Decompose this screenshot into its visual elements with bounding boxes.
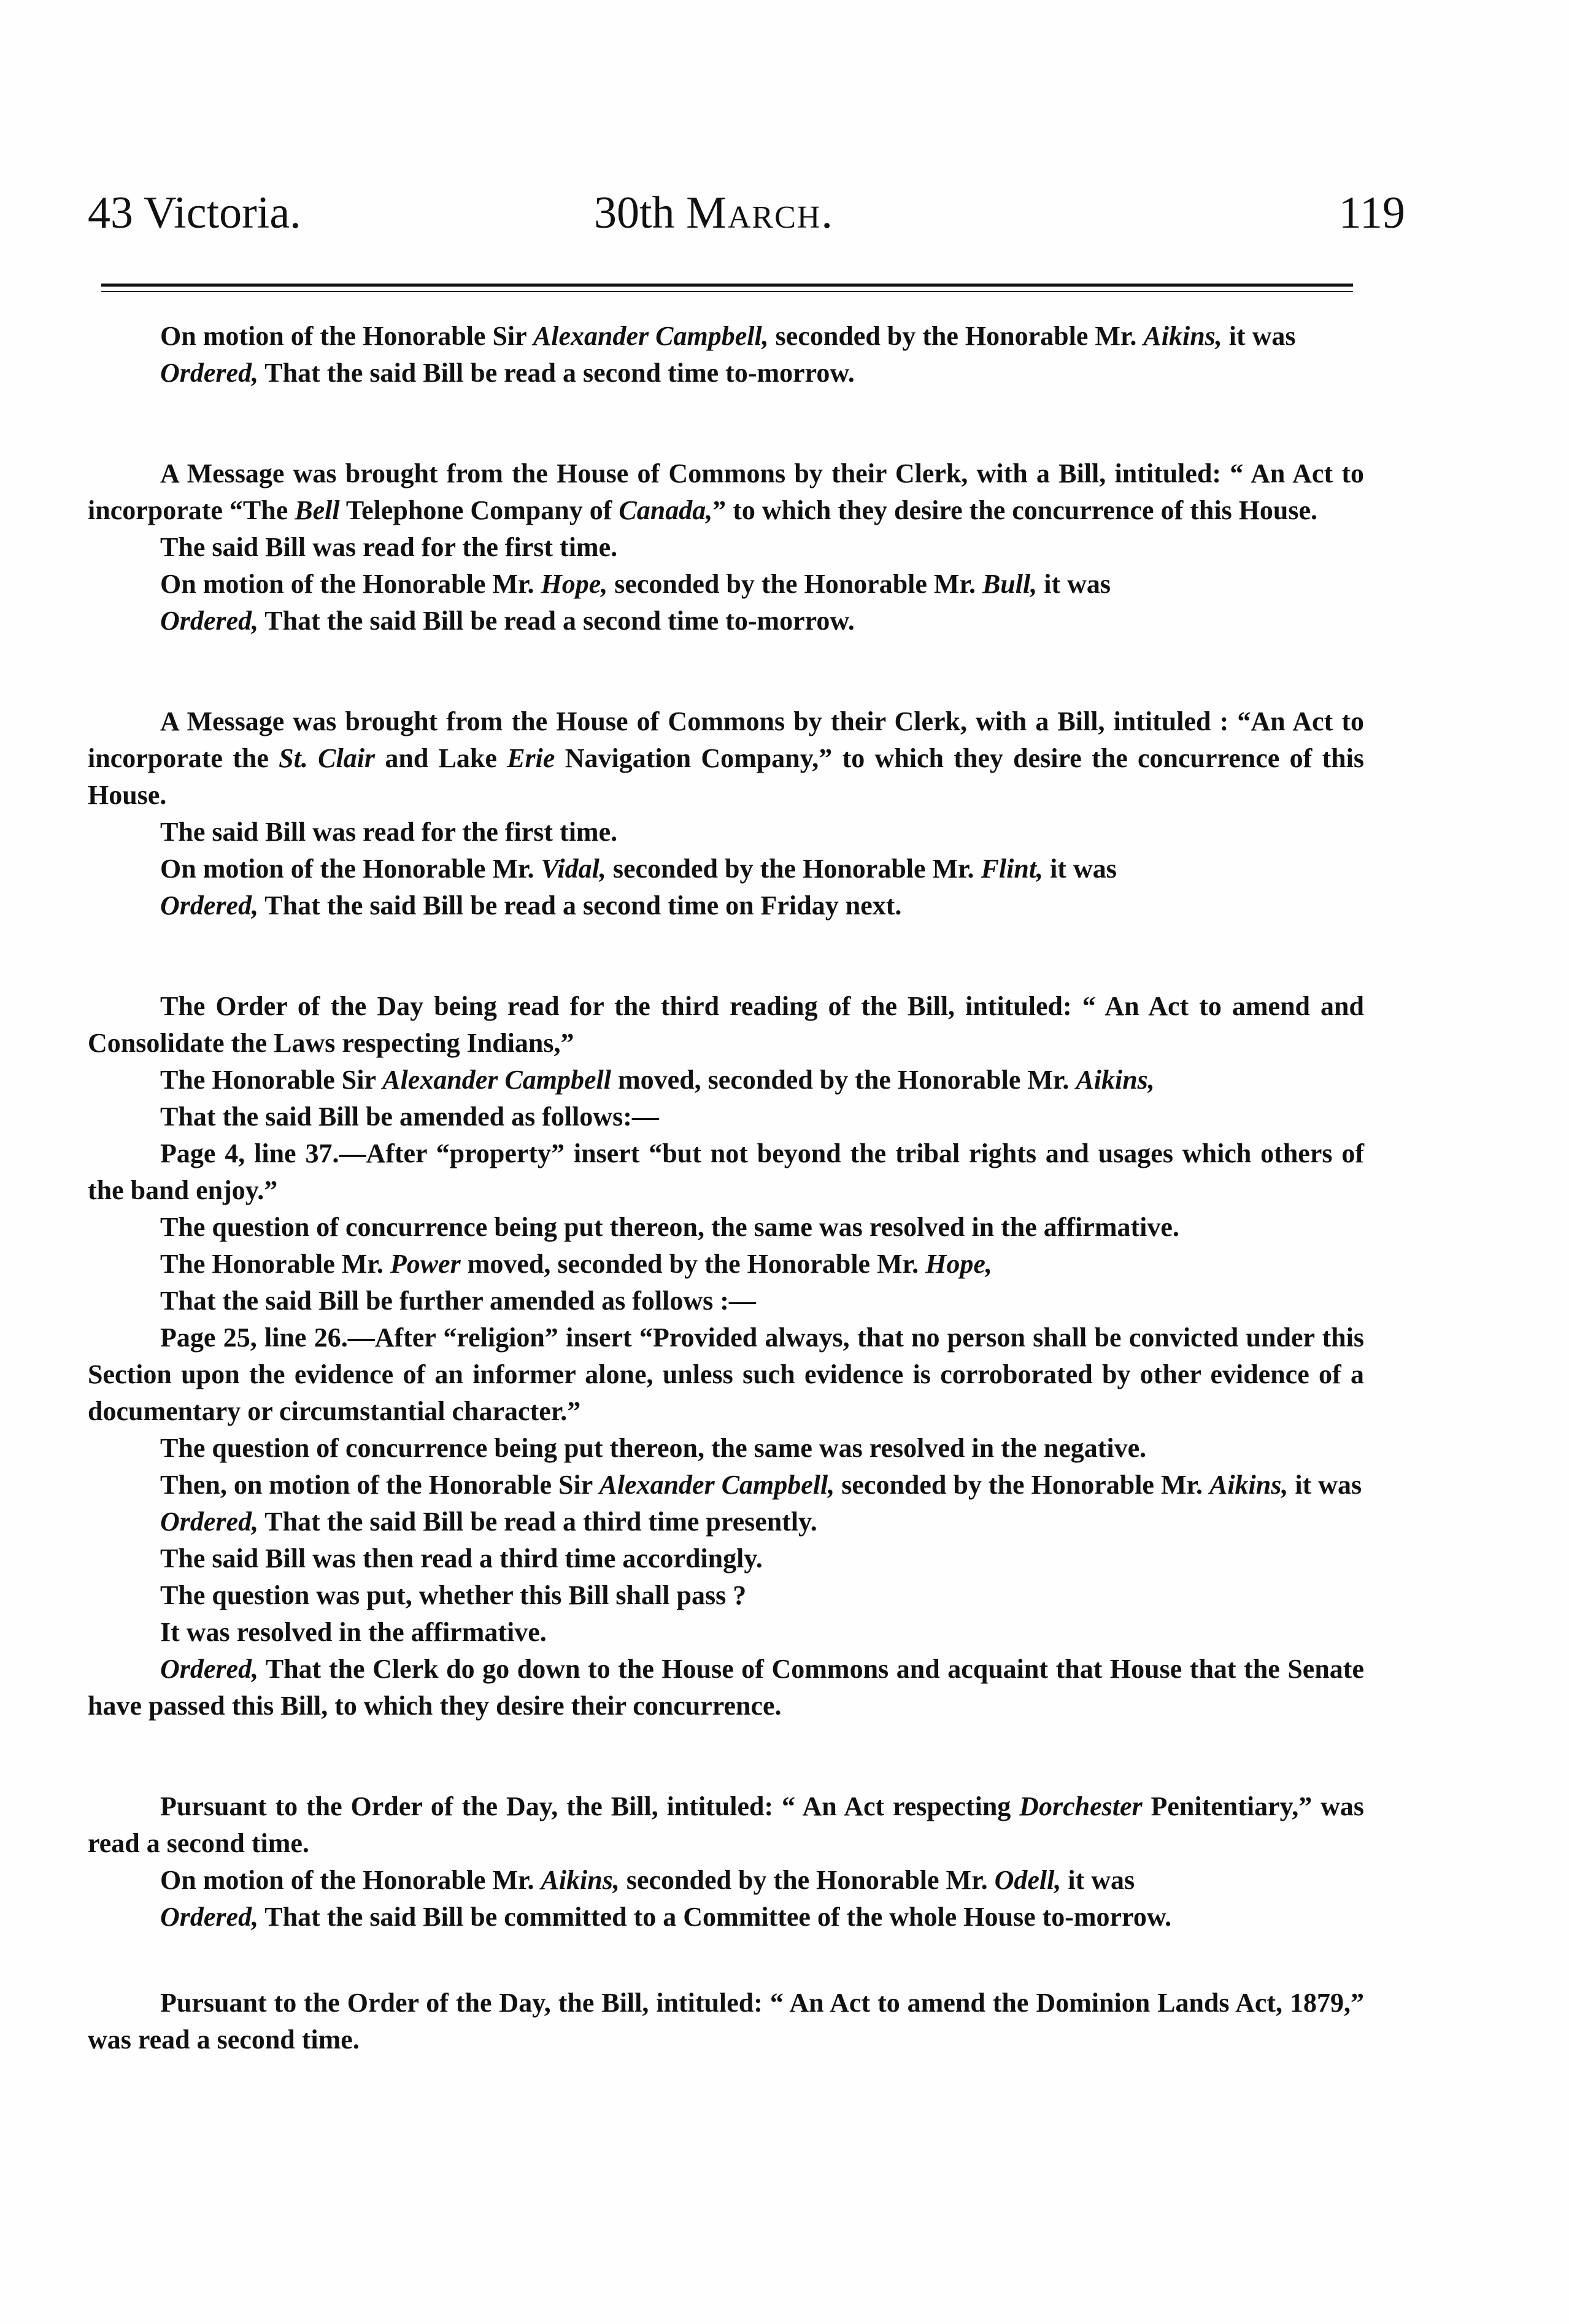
paragraph: [88, 1614, 1364, 1651]
text-run: Penitentiary,” was read a second time.: [88, 1791, 1364, 1858]
text-run: The said Bill was read for the first time.: [160, 817, 618, 847]
text-run: The question of concurrence being put thereon, the same was resolved in the negative.: [160, 1433, 1147, 1463]
italic-run: Ordered,: [160, 890, 259, 921]
paragraph: [88, 1062, 1364, 1098]
minute-entry: [88, 988, 1364, 1724]
text-run: That the said Bill be amended as follows:—: [160, 1102, 659, 1132]
paragraph: [88, 1504, 1364, 1540]
text-run: Pursuant to the Order of the Day, the Bill, intituled: “ An Act respecting: [160, 1791, 1020, 1821]
text-run: Pursuant to the Order of the Day, the Bill, intituled: “ An Act to amend the Dominion Lands Act, 1879,” was read a second time.: [88, 1988, 1364, 2055]
paragraph: [88, 988, 1364, 1062]
italic-run: Odell,: [994, 1865, 1062, 1895]
text-run: On motion of the Honorable Mr.: [160, 854, 541, 884]
text-run: seconded by the Honorable Mr.: [835, 1470, 1209, 1500]
text-run: Then, on motion of the Honorable Sir: [160, 1470, 599, 1500]
paragraph: [88, 566, 1364, 603]
running-header: [88, 179, 1405, 247]
italic-run: Bull,: [982, 569, 1038, 599]
paragraph: [88, 1985, 1364, 2058]
italic-run: Alexander Campbell: [382, 1065, 612, 1095]
paragraph: [88, 355, 1364, 392]
italic-run: Aikins,: [1143, 321, 1222, 351]
paragraph: [88, 318, 1364, 355]
paragraph: [88, 1209, 1364, 1246]
text-run: Page 4, line 37.—After “property” insert “but not beyond the tribal rights and usages which others of the band enjoy.”: [88, 1138, 1364, 1205]
paragraph: [88, 1135, 1364, 1209]
section-gap: [88, 924, 1364, 988]
paragraph: [88, 851, 1364, 887]
italic-run: Bell: [295, 495, 340, 525]
text-run: seconded by the Honorable Mr.: [607, 569, 982, 599]
page-date: 30th March.: [594, 188, 834, 238]
text-run: The said Bill was read for the first time.: [160, 532, 618, 562]
text-run: it was: [1288, 1470, 1362, 1500]
text-run: It was resolved in the affirmative.: [160, 1617, 547, 1647]
header-rule-thin: [101, 291, 1353, 292]
text-run: A Message was brought from the House of Commons by their Clerk, with a Bill, intituled : “An Act to incorporate the: [88, 706, 1364, 773]
text-run: On motion of the Honorable Sir: [160, 321, 533, 351]
paragraph: [88, 1899, 1364, 1936]
italic-run: St. Clair: [279, 743, 376, 773]
text-run: moved, seconded by the Honorable Mr.: [611, 1065, 1076, 1095]
session-label: 43 Victoria.: [88, 188, 301, 238]
text-run: A Message was brought from the House of Commons by their Clerk, with a Bill, intituled: “ An Act to incorporate “The: [88, 458, 1364, 525]
section-gap: [88, 1724, 1364, 1788]
paragraph: [88, 1540, 1364, 1577]
paragraph: [88, 1098, 1364, 1135]
text-run: That the said Bill be read a second time on Friday next.: [258, 890, 902, 921]
paragraph: [88, 603, 1364, 639]
italic-run: Ordered,: [160, 1902, 259, 1932]
italic-run: Ordered,: [160, 1507, 259, 1537]
text-run: The question was put, whether this Bill shall pass ?: [160, 1580, 747, 1610]
paragraph: [88, 1577, 1364, 1614]
paragraph: [88, 1283, 1364, 1319]
italic-run: Vidal,: [541, 854, 606, 884]
text-run: That the said Bill be committed to a Committee of the whole House to-morrow.: [258, 1902, 1172, 1932]
paragraph: [88, 1651, 1364, 1724]
italic-run: Flint,: [981, 854, 1044, 884]
section-gap: [88, 392, 1364, 455]
text-run: it was: [1043, 854, 1117, 884]
text-run: The question of concurrence being put thereon, the same was resolved in the affirmative.: [160, 1212, 1179, 1242]
text-run: The said Bill was then read a third time accordingly.: [160, 1543, 763, 1573]
text-run: That the said Bill be further amended as follows :—: [160, 1286, 756, 1316]
text-run: ” to which they desire the concurrence of this House.: [712, 495, 1318, 525]
italic-run: Erie: [507, 743, 555, 773]
minute-entry: [88, 703, 1364, 924]
minute-entry: [88, 1985, 1364, 2058]
text-run: it was: [1222, 321, 1296, 351]
paragraph: [88, 814, 1364, 851]
italic-run: Aikins,: [1209, 1470, 1289, 1500]
minute-entry: [88, 455, 1364, 639]
text-run: Navigation Company,” to which they desire the concurrence of this House.: [88, 743, 1365, 810]
italic-run: Hope,: [925, 1249, 992, 1279]
paragraph: [88, 887, 1364, 924]
text-run: On motion of the Honorable Mr.: [160, 569, 541, 599]
paragraph: [88, 455, 1364, 529]
paragraph: [88, 1319, 1364, 1430]
page-number: 119: [1338, 188, 1405, 238]
italic-run: Ordered,: [160, 1654, 259, 1684]
text-run: Telephone Company of: [339, 495, 619, 525]
italic-run: Aikins,: [541, 1865, 620, 1895]
page-body: [88, 318, 1364, 2058]
minute-entry: [88, 318, 1364, 392]
italic-run: Hope,: [541, 569, 608, 599]
text-run: seconded by the Honorable Mr.: [619, 1865, 995, 1895]
minute-entry: [88, 1788, 1364, 1936]
text-run: it was: [1061, 1865, 1135, 1895]
text-run: That the said Bill be read a third time presently.: [258, 1507, 817, 1537]
italic-run: Alexander Campbell,: [599, 1470, 835, 1500]
text-run: and Lake: [375, 743, 507, 773]
section-gap: [88, 639, 1364, 703]
text-run: moved, seconded by the Honorable Mr.: [460, 1249, 926, 1279]
paragraph: [88, 1862, 1364, 1899]
text-run: The Honorable Mr.: [160, 1249, 390, 1279]
text-run: it was: [1037, 569, 1111, 599]
text-run: seconded by the Honorable Mr.: [768, 321, 1144, 351]
paragraph: [88, 1430, 1364, 1467]
text-run: That the Clerk do go down to the House of Commons and acquaint that House that the Senate have passed this Bill, to which they desire their concurrence.: [88, 1654, 1364, 1721]
paragraph: [88, 1467, 1364, 1504]
text-run: That the said Bill be read a second time to-morrow.: [258, 358, 855, 388]
section-gap: [88, 1936, 1364, 1985]
paragraph: [88, 529, 1364, 566]
italic-run: Power: [390, 1249, 461, 1279]
paragraph: [88, 1788, 1364, 1862]
text-run: The Order of the Day being read for the third reading of the Bill, intituled: “ An Act to amend and Consolidate the Laws respecting Indians,”: [88, 991, 1364, 1058]
text-run: That the said Bill be read a second time to-morrow.: [258, 606, 855, 636]
italic-run: Canada,: [619, 495, 713, 525]
header-rule-thick: [101, 284, 1353, 287]
paragraph: [88, 1246, 1364, 1283]
text-run: seconded by the Honorable Mr.: [606, 854, 981, 884]
text-run: On motion of the Honorable Mr.: [160, 1865, 541, 1895]
text-run: Page 25, line 26.—After “religion” insert “Provided always, that no person shall be convicted under this Section upon the evidence of an informer alone, unless such evidence is corroborated by other evidence of a documentary or circumstantial character.”: [88, 1322, 1364, 1426]
text-run: The Honorable Sir: [160, 1065, 383, 1095]
italic-run: Ordered,: [160, 606, 259, 636]
italic-run: Dorchester: [1019, 1791, 1143, 1821]
italic-run: Alexander Campbell,: [533, 321, 769, 351]
italic-run: Aikins,: [1076, 1065, 1155, 1095]
paragraph: [88, 703, 1364, 814]
italic-run: Ordered,: [160, 358, 259, 388]
